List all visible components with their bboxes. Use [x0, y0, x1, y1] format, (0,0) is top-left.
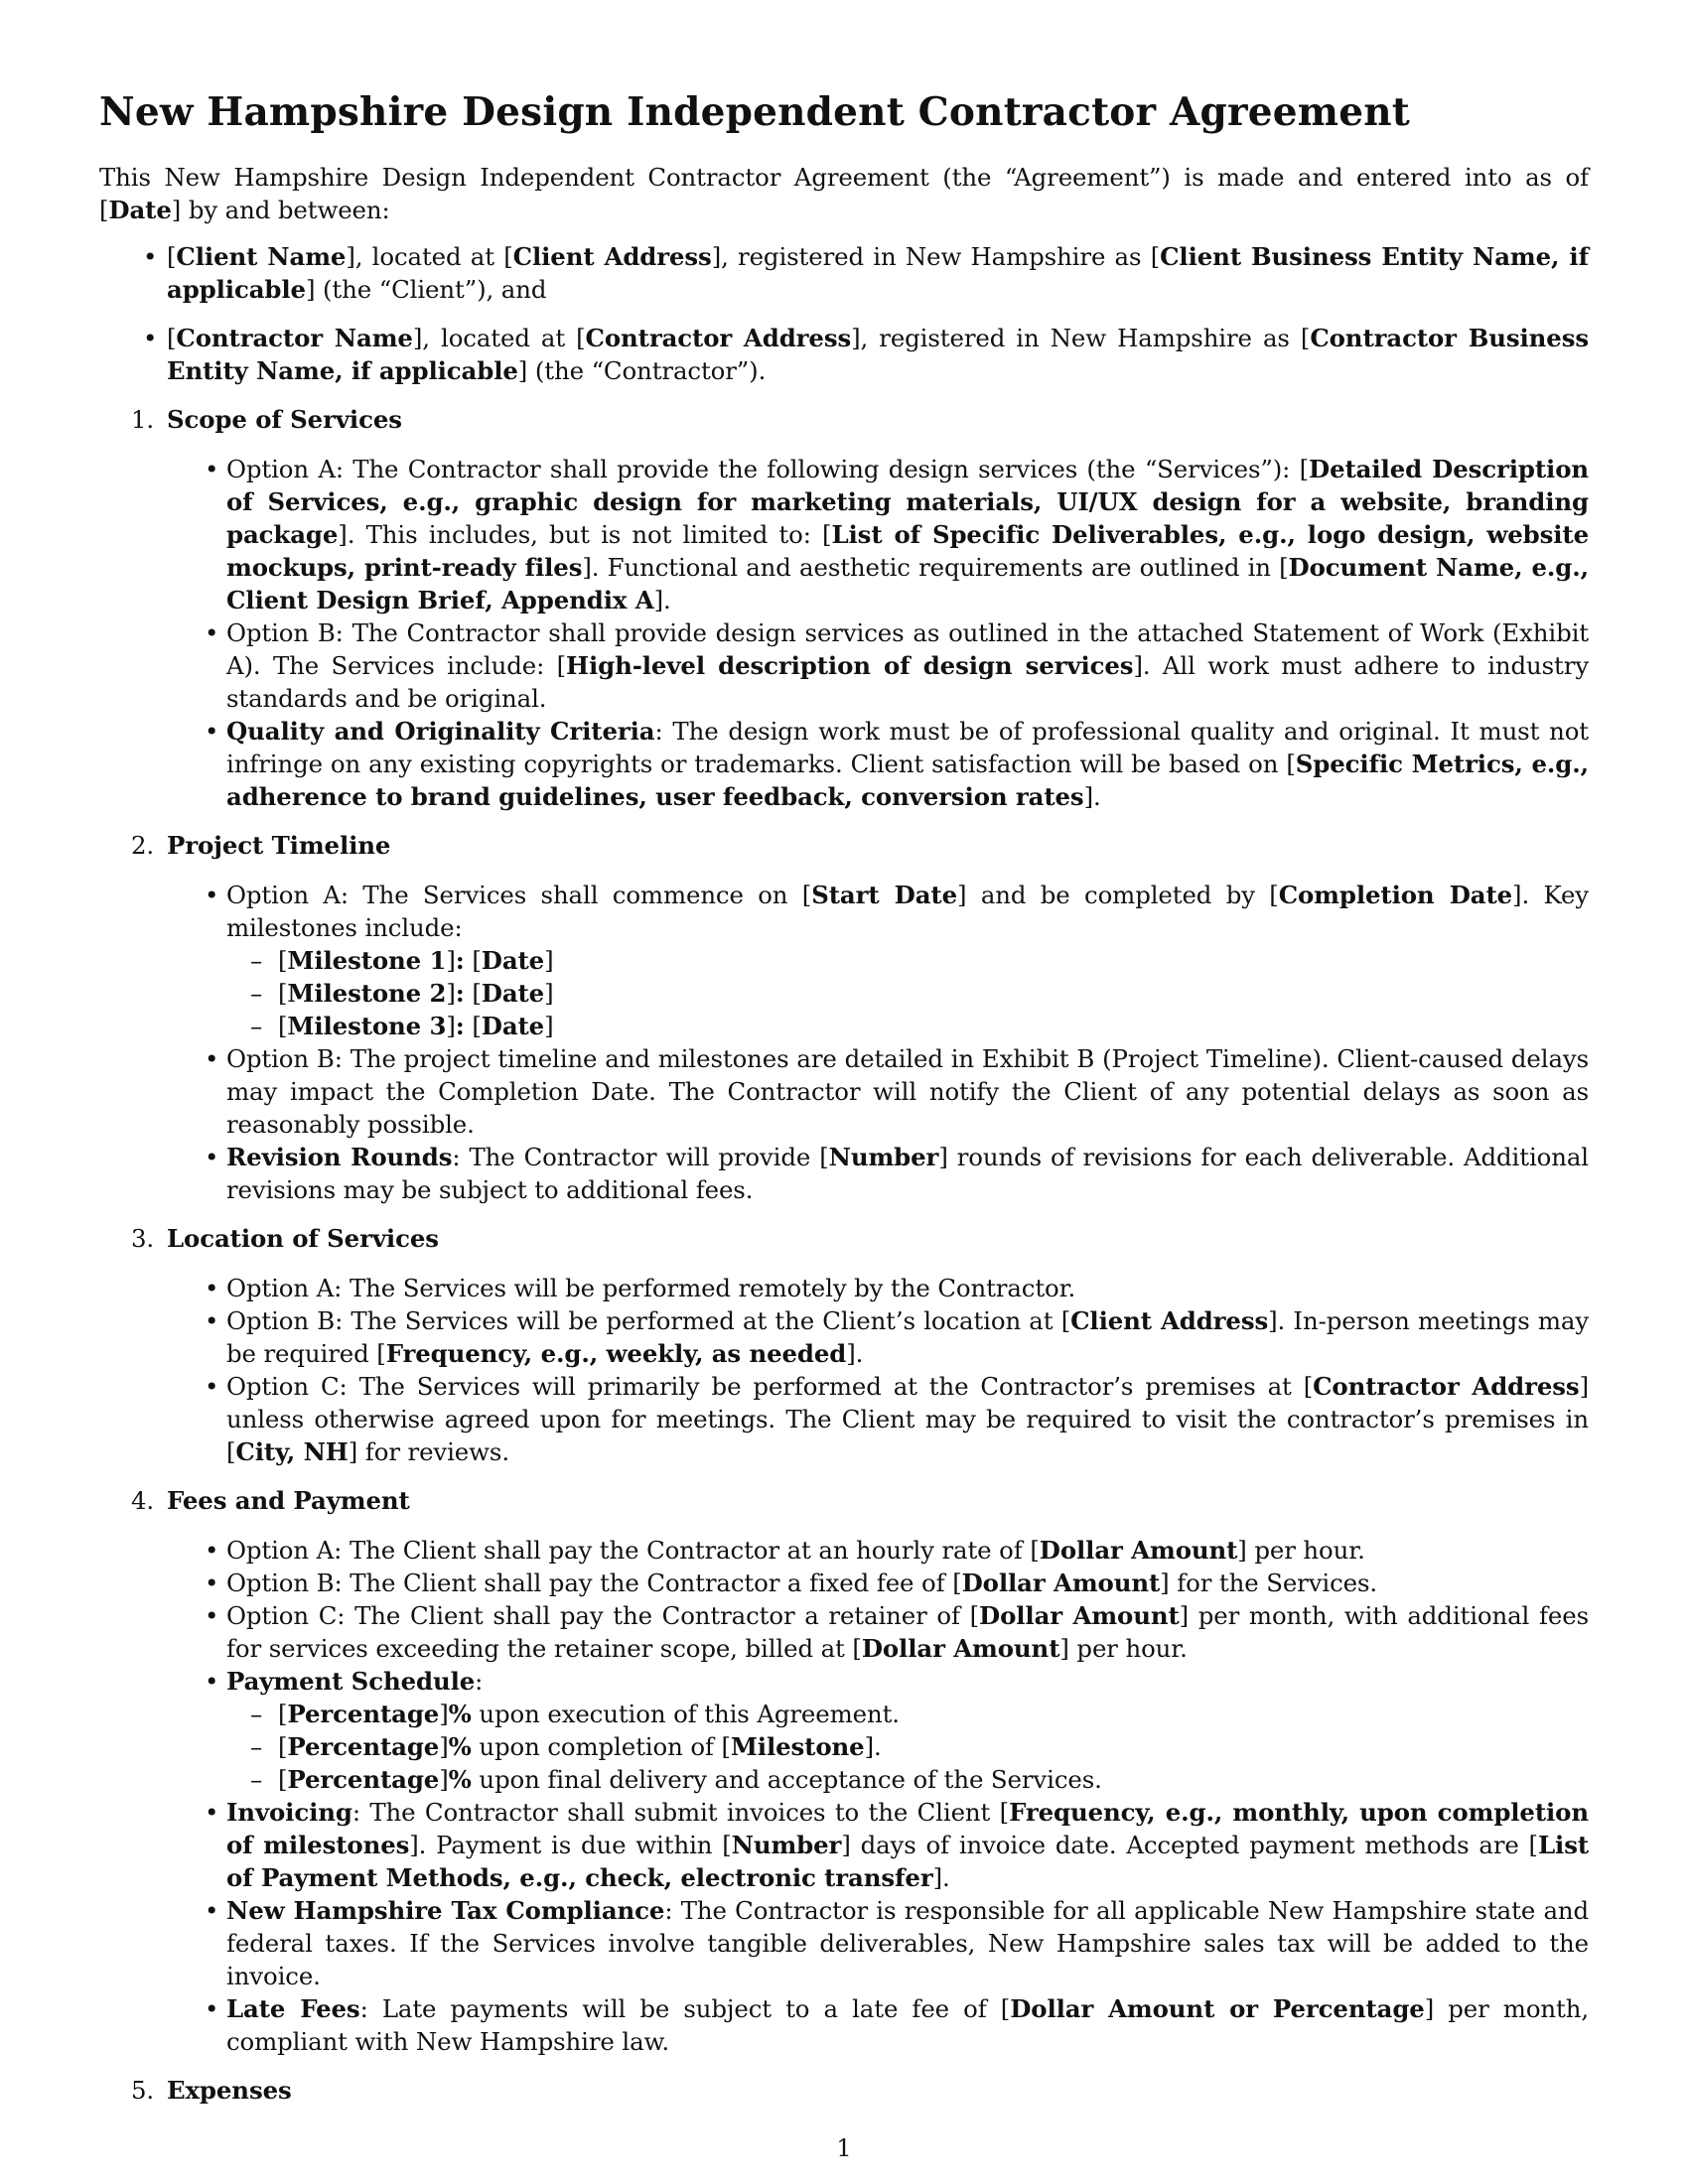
sub-list — [226, 944, 1589, 1042]
sub-bold-text: Percentage — [287, 1732, 440, 1761]
section-item — [226, 616, 1589, 715]
party-bold-text: Contractor Business Entity Name, if applicable — [167, 324, 1589, 385]
item-text: ]. — [846, 1339, 864, 1368]
party-bold-text: Client Business Entity Name, if applicable — [167, 242, 1589, 304]
sub-text: [ — [464, 979, 482, 1008]
section-title: Fees and Payment — [167, 1486, 410, 1515]
item-text: ] per hour. — [1237, 1536, 1365, 1565]
item-text: : The Contractor will provide [ — [452, 1143, 829, 1171]
item-text: ] per hour. — [1059, 1634, 1188, 1663]
sub-text: upon final delivery and acceptance of the Services. — [471, 1765, 1102, 1794]
section-number: 5. — [131, 2076, 155, 2105]
sub-bold-text: Date — [481, 946, 545, 975]
section-item — [226, 1370, 1589, 1468]
sub-bold-text: : — [455, 979, 465, 1008]
sub-text: ] — [439, 1732, 449, 1761]
section-number: 4. — [131, 1486, 155, 1515]
sub-text: ] — [544, 979, 554, 1008]
section — [131, 2074, 1589, 2107]
party-text: ] (the “Contractor”). — [517, 356, 767, 385]
item-bold-text: Completion Date — [1278, 881, 1513, 909]
sub-text: [ — [464, 1012, 482, 1040]
sub-bold-text: % — [448, 1700, 472, 1728]
section-item — [226, 1992, 1589, 2058]
party-bold-text: Contractor Name — [176, 324, 413, 352]
sub-text: ] — [446, 1012, 456, 1040]
item-text: : The design work must be of professional quality and original. It must not infringe on any existing copyrights or trademarks. Client satisfaction will be based on [ — [226, 717, 1589, 778]
intro-text: This New Hampshire Design Independent Contractor Agreement (the “Agreement”) is made and entered into as of [ — [99, 163, 1589, 224]
sub-text: [ — [278, 1732, 288, 1761]
sections-list — [99, 403, 1589, 2107]
item-text: ] rounds of revisions for each deliverable. Additional revisions may be subject to additional fees. — [226, 1143, 1589, 1204]
item-text: Option A: The Services shall commence on [ — [226, 881, 812, 909]
item-text: ] unless otherwise agreed upon for meetings. The Client may be required to visit the contractor’s premises in [ — [226, 1372, 1589, 1466]
sub-text: ] — [446, 946, 456, 975]
document-title: New Hampshire Design Independent Contractor Agreement — [99, 89, 1410, 135]
section-item — [226, 1272, 1589, 1304]
party-item — [167, 322, 1589, 387]
section-item — [226, 1141, 1589, 1206]
section-items — [167, 1534, 1589, 2058]
section-item — [226, 1042, 1589, 1141]
sub-bold-text: : — [455, 1012, 465, 1040]
item-text: ]. Payment is due within [ — [409, 1831, 732, 1859]
sub-bold-text: : — [455, 946, 465, 975]
sub-text: ]. — [864, 1732, 882, 1761]
sub-text: upon execution of this Agreement. — [471, 1700, 900, 1728]
party-text: ] (the “Client”), and — [305, 275, 547, 304]
section-item — [226, 453, 1589, 616]
party-item — [167, 240, 1589, 306]
sub-bold-text: Date — [481, 1012, 545, 1040]
item-text: ]. — [1083, 782, 1101, 811]
item-bold-text: Dollar Amount — [979, 1601, 1180, 1630]
item-text: ] for the Services. — [1160, 1569, 1378, 1597]
section-title: Project Timeline — [167, 831, 391, 860]
section-item — [226, 1599, 1589, 1665]
item-bold-text: List of Specific Deliverables, e.g., logo design, website mockups, print-ready files — [226, 520, 1589, 582]
sub-text: ] — [544, 946, 554, 975]
item-text: ]. Functional and aesthetic requirements are outlined in [ — [582, 553, 1289, 582]
item-text: ]. — [932, 1863, 950, 1892]
item-bold-text: Frequency, e.g., weekly, as needed — [385, 1339, 847, 1368]
party-text: [ — [167, 324, 177, 352]
item-text: ] per month, with additional fees for services exceeding the retainer scope, billed at [ — [226, 1601, 1589, 1663]
section-item — [226, 1665, 1589, 1796]
item-text: : — [475, 1667, 484, 1696]
sub-item — [278, 1730, 1589, 1763]
party-text: ], located at [ — [346, 242, 513, 271]
sub-text: upon completion of [ — [471, 1732, 731, 1761]
section — [131, 403, 1590, 813]
section-number: 3. — [131, 1224, 155, 1253]
section-title: Scope of Services — [167, 405, 402, 434]
party-bold-text: Client Address — [512, 242, 712, 271]
sub-item — [278, 1698, 1589, 1730]
sub-text: [ — [278, 1700, 288, 1728]
item-text: Option C: The Client shall pay the Contractor a retainer of [ — [226, 1601, 980, 1630]
party-text: [ — [167, 242, 177, 271]
party-text: ], registered in New Hampshire as [ — [711, 242, 1161, 271]
sub-bold-text: % — [448, 1732, 472, 1761]
section-title: Expenses — [167, 2076, 292, 2105]
section-item — [226, 1796, 1589, 1894]
item-text: Option B: The Services will be performed at the Client’s location at [ — [226, 1306, 1071, 1335]
section-item — [226, 879, 1589, 1042]
item-text: ] and be completed by [ — [957, 881, 1279, 909]
item-text: Option C: The Services will primarily be performed at the Contractor’s premises at [ — [226, 1372, 1314, 1401]
item-text: : The Contractor shall submit invoices to the Client [ — [352, 1798, 1010, 1827]
item-bold-text: Contractor Address — [1313, 1372, 1580, 1401]
sub-text: [ — [464, 946, 482, 975]
item-bold-text: Document Name, e.g., Client Design Brief, Appendix A — [226, 553, 1589, 614]
sub-bold-text: Milestone — [730, 1732, 865, 1761]
party-bold-text: Client Name — [176, 242, 347, 271]
party-text: ], registered in New Hampshire as [ — [851, 324, 1311, 352]
intro-bold-text: Date — [108, 196, 172, 224]
section-number: 1. — [131, 405, 155, 434]
sub-bold-text: Percentage — [287, 1765, 440, 1794]
item-text: Option A: The Client shall pay the Contractor at an hourly rate of [ — [226, 1536, 1040, 1565]
sub-text: [ — [278, 1765, 288, 1794]
item-bold-text: Dollar Amount — [861, 1634, 1060, 1663]
section-items — [167, 1272, 1589, 1468]
intro-text: ] by and between: — [171, 196, 390, 224]
section-item — [226, 1534, 1589, 1567]
item-bold-text: Number — [731, 1831, 842, 1859]
section-item — [226, 1567, 1589, 1599]
sub-bold-text: Percentage — [287, 1700, 440, 1728]
item-bold-text: New Hampshire Tax Compliance — [226, 1896, 665, 1925]
section-items — [167, 879, 1589, 1206]
item-bold-text: Revision Rounds — [226, 1143, 453, 1171]
sub-text: ] — [544, 1012, 554, 1040]
section-item — [226, 1304, 1589, 1370]
item-bold-text: Dollar Amount — [961, 1569, 1161, 1597]
item-bold-text: Frequency, e.g., monthly, upon completion of milestones — [226, 1798, 1589, 1859]
sub-item — [278, 944, 1589, 977]
sub-text: [ — [278, 946, 288, 975]
sub-bold-text: Milestone 2 — [287, 979, 447, 1008]
parties-list — [99, 240, 1589, 387]
document-page — [99, 87, 1589, 2123]
section-item — [226, 1894, 1589, 1992]
page-number: 1 — [836, 2134, 852, 2162]
item-bold-text: Specific Metrics, e.g., adherence to brand guidelines, user feedback, conversion rates — [226, 750, 1589, 811]
sub-text: [ — [278, 1012, 288, 1040]
sub-text: ] — [439, 1765, 449, 1794]
sub-item — [278, 1763, 1589, 1796]
intro-paragraph — [99, 161, 1589, 226]
item-bold-text: High-level description of design services — [566, 651, 1134, 680]
item-bold-text: City, NH — [235, 1437, 349, 1466]
item-bold-text: Dollar Amount or Percentage — [1010, 1994, 1425, 2023]
item-text: : The Contractor is responsible for all applicable New Hampshire state and federal taxes. If the Services involve tangible deliverables, New Hampshire sales tax will be added to the invoice. — [226, 1896, 1590, 1990]
sub-bold-text: Milestone 3 — [287, 1012, 447, 1040]
item-bold-text: List of Payment Methods, e.g., check, electronic transfer — [226, 1831, 1589, 1892]
item-text: ]. This includes, but is not limited to: [ — [338, 520, 832, 549]
item-text: ] days of invoice date. Accepted payment methods are [ — [841, 1831, 1538, 1859]
item-text: ]. Key milestones include: — [226, 881, 1589, 942]
sub-text: [ — [278, 979, 288, 1008]
item-text: : Late payments will be subject to a late fee of [ — [359, 1994, 1011, 2023]
item-bold-text: Invoicing — [226, 1798, 352, 1827]
sub-bold-text: Date — [481, 979, 545, 1008]
item-text: ] per month, compliant with New Hampshire law. — [226, 1994, 1589, 2056]
item-text: Option B: The Contractor shall provide design services as outlined in the attached Statement of Work (Exhibit A). The Services include: [ — [226, 618, 1589, 680]
section — [131, 1484, 1590, 2058]
section — [131, 829, 1589, 1206]
sub-item — [278, 1010, 1589, 1042]
section-number: 2. — [131, 831, 155, 860]
item-text: ]. — [653, 586, 671, 614]
item-text: Option B: The project timeline and milestones are detailed in Exhibit B (Project Timeline). Client-caused delays may impact the Completion Date. The Contractor will notify the Client of any potential delays as soon as reasonably possible. — [226, 1044, 1589, 1139]
party-text: ], located at [ — [412, 324, 586, 352]
item-bold-text: Start Date — [811, 881, 958, 909]
item-bold-text: Quality and Originality Criteria — [226, 717, 655, 746]
sub-text: ] — [446, 979, 456, 1008]
item-text: ]. In-person meetings may be required [ — [226, 1306, 1589, 1368]
item-text: ] for reviews. — [348, 1437, 509, 1466]
party-bold-text: Contractor Address — [585, 324, 852, 352]
item-text: ]. All work must adhere to industry standards and be original. — [226, 651, 1590, 713]
section — [131, 1222, 1589, 1468]
sub-bold-text: % — [448, 1765, 472, 1794]
item-bold-text: Number — [828, 1143, 939, 1171]
sub-item — [278, 977, 1589, 1010]
section-items — [167, 453, 1589, 813]
item-bold-text: Client Address — [1070, 1306, 1269, 1335]
item-bold-text: Dollar Amount — [1039, 1536, 1238, 1565]
item-bold-text: Payment Schedule — [226, 1667, 476, 1696]
sub-list — [226, 1698, 1589, 1796]
section-item — [226, 715, 1589, 813]
sub-bold-text: Milestone 1 — [287, 946, 447, 975]
item-text: Option B: The Client shall pay the Contractor a fixed fee of [ — [226, 1569, 962, 1597]
item-text: Option A: The Services will be performed remotely by the Contractor. — [226, 1274, 1076, 1302]
item-bold-text: Late Fees — [226, 1994, 360, 2023]
item-bold-text: Detailed Description of Services, e.g., graphic design for marketing materials, UI/UX design for a website, branding package — [226, 455, 1589, 549]
sub-text: ] — [439, 1700, 449, 1728]
item-text: Option A: The Contractor shall provide the following design services (the “Services”): [ — [226, 455, 1310, 483]
section-title: Location of Services — [167, 1224, 439, 1253]
